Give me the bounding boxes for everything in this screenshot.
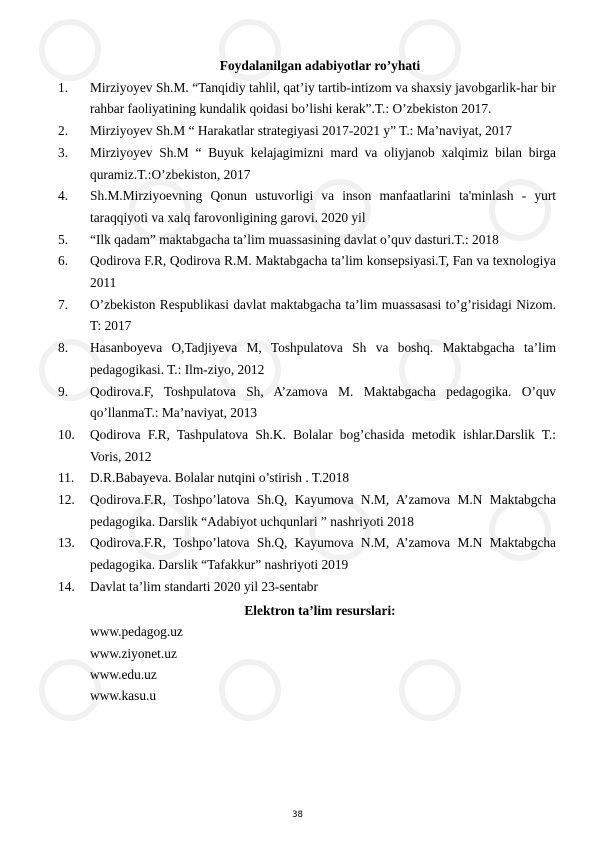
references-heading: Foydalanilgan adabiyotlar ro’yhati [219,58,421,73]
resource-link[interactable]: www.kasu.u [90,688,157,704]
reference-text: Qodirova.F, Toshpulatova Sh, A’zamova M. Maktabgacha pedagogika. O’quv qo’llanmaT.: Ma’naviyat, 2013 [90,383,556,421]
reference-text: Hasanboyeva O,Tadjiyeva M, Toshpulatova Sh va boshq. Maktabgacha ta’lim pedagogikasi. T.: Ilm-ziyo, 2012 [90,340,556,377]
reference-text: “Ilk qadam” maktabgacha ta’lim muassasining davlat o’quv dasturi.T.: 2018 [90,231,499,247]
resource-link[interactable]: www.pedagog.uz [90,624,183,640]
list-item: 4. Sh.M.Mirziyoevning Qonun ustuvorligi va inson manfaatlarini ta'minlash - yurt taraqqiyoti va xalq farovonligining garovi. 2020 yil [66,185,556,228]
resources-list [66,621,556,706]
reference-text: Qodirova.F.R, Toshpo’latova Sh.Q, Kayumova N.M, A’zamova M.N Maktabgcha pedagogika. Darslik “Adabiyot uchqunlari ” nashriyoti 2018 [90,492,556,529]
references-list [58,77,556,598]
resources-heading: Elektron ta’lim resurslari: [244,602,396,618]
reference-text: Mirziyoyev Sh.M “ Harakatlar strategiyasi 2017-2021 y” T.: Ma’naviyat, 2017 [90,123,512,139]
reference-text: Qodirova F.R, Tashpulatova Sh.K. Bolalar bog’chasida metodik ishlar.Darslik T.: Voris, 2012 [90,426,556,464]
list-item: 3. Mirziyoyev Sh.M “ Buyuk kelajagimizni mard va oliyjanob xalqimiz bilan birga quramiz.T.:O’zbekiston, 2017 [66,142,556,185]
list-item: 13. Qodirova.F.R, Toshpo’latova Sh.Q, Kayumova N.M, A’zamova M.N Maktabgcha pedagogika. Darslik “Tafakkur” nashriyoti 2019 [66,532,556,575]
document-body [58,55,556,706]
list-item: 10. Qodirova F.R, Tashpulatova Sh.K. Bolalar bog’chasida metodik ishlar.Darslik T.: Voris, 2012 [66,424,556,467]
list-item: 9. Qodirova.F, Toshpulatova Sh, A’zamova M. Maktabgacha pedagogika. O’quv qo’llanmaT.: Ma’naviyat, 2013 [66,381,556,424]
reference-text: Mirziyoyev Sh.M. “Tanqidiy tahlil, qat’iy tartib-intizom va shaxsiy javobgarlik-har bir rahbar faoliyatining kundalik qoidasi bo’lishi kerak”.T.: O’zbekiston 2017. [90,79,556,117]
reference-text: D.R.Babayeva. Bolalar nutqini o’stirish . T.2018 [90,470,350,486]
list-item: 6. Qodirova F.R, Qodirova R.M. Maktabgacha ta’lim konsepsiyasi.T, Fan va texnologiya 2011 [66,250,556,293]
reference-text: Mirziyoyev Sh.M “ Buyuk kelajagimizni mard va oliyjanob xalqimiz bilan birga quramiz.T.:O’zbekiston, 2017 [90,144,556,182]
reference-text: Qodirova F.R, Qodirova R.M. Maktabgacha ta’lim konsepsiyasi.T, Fan va texnologiya 2011 [90,253,556,291]
resource-link[interactable]: www.edu.uz [90,666,157,682]
reference-text: Qodirova.F.R, Toshpo’latova Sh.Q, Kayumova N.M, A’zamova M.N Maktabgcha pedagogika. Darslik “Tafakkur” nashriyoti 2019 [90,535,556,573]
list-item: 11. D.R.Babayeva. Bolalar nutqini o’stirish . T.2018 [66,467,556,489]
resource-link[interactable]: www.ziyonet.uz [90,645,177,661]
list-item: 8. Hasanboyeva O,Tadjiyeva M, Toshpulatova Sh va boshq. Maktabgacha ta’lim pedagogikasi. T.: Ilm-ziyo, 2012 [66,337,556,380]
list-item: 7. O’zbekiston Respublikasi davlat maktabgacha ta’lim muassasasi to’g’risidagi Nizom. T: 2017 [66,294,556,337]
list-item: 12. Qodirova.F.R, Toshpo’latova Sh.Q, Kayumova N.M, A’zamova M.N Maktabgcha pedagogika. Darslik “Adabiyot uchqunlari ” nashriyoti 2018 [66,489,556,532]
reference-text: Sh.M.Mirziyoevning Qonun ustuvorligi va inson manfaatlarini ta'minlash - yurt taraqqiyoti va xalq farovonligining garovi. 2020 yil [90,188,556,225]
page-number: 38 [292,810,303,820]
list-item: 5. “Ilk qadam” maktabgacha ta’lim muassasining davlat o’quv dasturi.T.: 2018 [66,229,556,251]
list-item: 2. Mirziyoyev Sh.M “ Harakatlar strategiyasi 2017-2021 y” T.: Ma’naviyat, 2017 [66,120,556,142]
reference-text: Davlat ta’lim standarti 2020 yil 23-sentabr [90,578,318,594]
reference-text: O’zbekiston Respublikasi davlat maktabgacha ta’lim muassasasi to’g’risidagi Nizom. T: 2017 [90,296,556,334]
list-item: 14. Davlat ta’lim standarti 2020 yil 23-sentabr [66,576,556,598]
list-item: 1. Mirziyoyev Sh.M. “Tanqidiy tahlil, qat’iy tartib-intizom va shaxsiy javobgarlik-har bir rahbar faoliyatining kundalik qoidasi bo’lishi kerak”.T.: O’zbekiston 2017. [66,77,556,120]
